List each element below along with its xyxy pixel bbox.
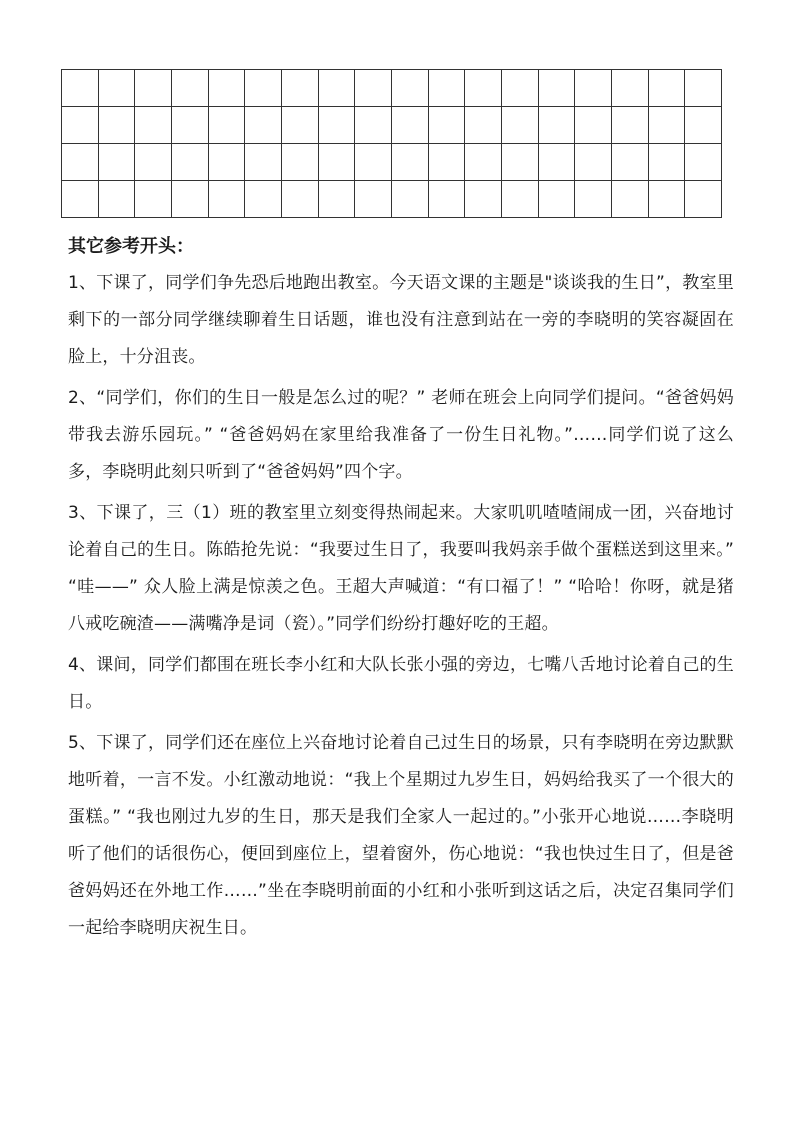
grid-cell [575,70,612,107]
grid-cell [428,70,465,107]
grid-cell [171,107,208,144]
grid-cell [135,70,172,107]
grid-cell [245,144,282,181]
grid-row [62,144,722,181]
passage-2: 2、“同学们，你们的生日一般是怎么过的呢？” 老师在班会上向同学们提问。“爸爸妈妈带我去游乐园玩。” “爸爸妈妈在家里给我准备了一份生日礼物。”……同学们说了这么多，李晓明此刻只听到了“爸爸妈妈”四个字。 [68,388,734,482]
grid-cell [318,107,355,144]
passage-1: 1、下课了，同学们争先恐后地跑出教室。今天语文课的主题是"谈谈我的生日”，教室里剩下的一部分同学继续聊着生日话题，谁也没有注意到站在一旁的李晓明的笑容凝固在脸上，十分沮丧。 [68,273,734,367]
grid-cell [245,181,282,218]
passage-5: 5、下课了，同学们还在座位上兴奋地讨论着自己过生日的场景，只有李晓明在旁边默默地听着，一言不发。小红激动地说：“我上个星期过九岁生日，妈妈给我买了一个很大的蛋糕。” “我也刚过九岁的生日，那天是我们全家人一起过的。”小张开心地说……李晓明听了他们的话很伤心，便回到座位上，望着窗外，伤心地说：“我也快过生日了，但是爸爸妈妈还在外地工作……”坐在李晓明前面的小红和小张听到这话之后，决定召集同学们一起给李晓明庆祝生日。 [68,733,734,938]
grid-cell [62,107,99,144]
passage-list [68,265,734,951]
grid-row [62,181,722,218]
grid-cell [391,144,428,181]
grid-cell [465,144,502,181]
grid-cell [428,144,465,181]
grid-cell [611,144,648,181]
grid-cell [391,181,428,218]
grid-cell [538,144,575,181]
grid-cell [501,107,538,144]
grid-cell [465,70,502,107]
grid-cell [575,144,612,181]
grid-cell [538,181,575,218]
grid-cell [428,181,465,218]
grid-row [62,107,722,144]
grid-cell [538,70,575,107]
grid-cell [391,107,428,144]
grid-cell [171,144,208,181]
grid-cell [648,107,685,144]
grid-cell [501,144,538,181]
grid-cell [355,144,392,181]
grid-cell [465,181,502,218]
grid-cell [98,70,135,107]
grid-cell [685,181,722,218]
grid-cell [355,181,392,218]
grid-cell [171,181,208,218]
grid-cell [208,144,245,181]
grid-cell [428,107,465,144]
grid-cell [62,181,99,218]
grid-cell [208,107,245,144]
grid-cell [245,70,282,107]
grid-cell [648,181,685,218]
passage-4: 4、课间，同学们都围在班长李小红和大队长张小强的旁边，七嘴八舌地讨论着自己的生日。 [68,655,734,712]
grid-cell [575,107,612,144]
grid-cell [245,107,282,144]
grid-cell [62,144,99,181]
grid-cell [685,107,722,144]
grid-cell [355,70,392,107]
grid-cell [98,107,135,144]
grid-cell [318,70,355,107]
grid-cell [135,181,172,218]
grid-cell [501,70,538,107]
grid-cell [391,70,428,107]
grid-cell [685,144,722,181]
grid-cell [135,107,172,144]
grid-cell [208,70,245,107]
grid-cell [465,107,502,144]
grid-cell [685,70,722,107]
grid-cell [281,70,318,107]
grid-cell [355,107,392,144]
grid-cell [648,144,685,181]
grid-cell [281,107,318,144]
grid-cell [135,144,172,181]
grid-cell [611,107,648,144]
grid-cell [538,107,575,144]
grid-cell [62,70,99,107]
grid-cell [611,181,648,218]
grid-cell [648,70,685,107]
grid-cell [98,181,135,218]
grid-cell [575,181,612,218]
grid-cell [171,70,208,107]
section-title: 其它参考开头： [68,236,194,257]
grid-cell [281,144,318,181]
grid-cell [281,181,318,218]
grid-cell [611,70,648,107]
grid-cell [318,181,355,218]
grid-cell [208,181,245,218]
grid-cell [318,144,355,181]
writing-grid [61,69,722,218]
grid-row [62,70,722,107]
passage-3: 3、下课了，三（1）班的教室里立刻变得热闹起来。大家叽叽喳喳闹成一团，兴奋地讨论着自己的生日。陈皓抢先说：“我要过生日了，我要叫我妈亲手做个蛋糕送到这里来。” “哇——” 众人脸上满是惊羡之色。王超大声喊道：“有口福了！” “哈哈！你呀，就是猪八戒吃碗渣——满嘴净是词（瓷）。”同学们纷纷打趣好吃的王超。 [68,503,734,634]
grid-cell [501,181,538,218]
grid-cell [98,144,135,181]
